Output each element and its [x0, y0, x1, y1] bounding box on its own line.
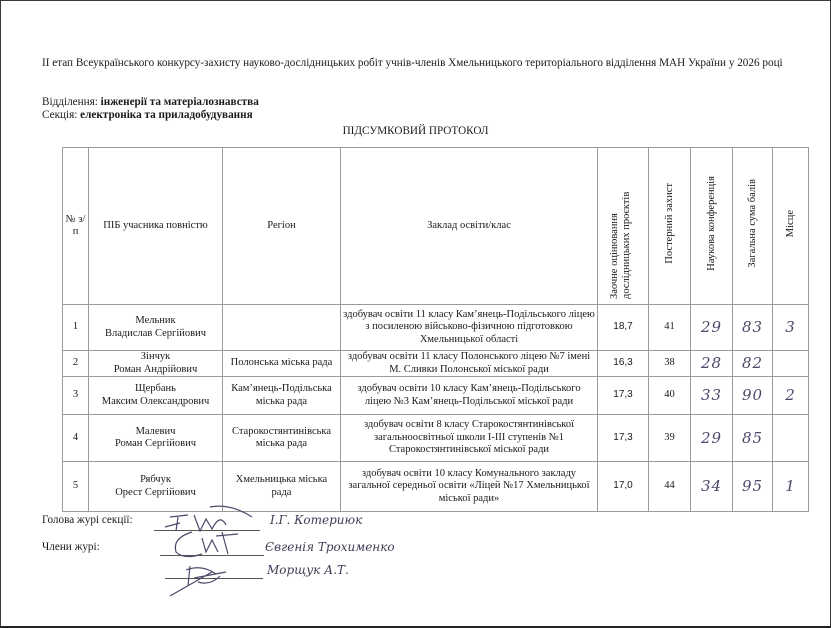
header-total — [733, 148, 773, 305]
conference-score: 28 — [691, 351, 733, 377]
poster-score: 44 — [649, 462, 691, 512]
conference-score: 34 — [691, 462, 733, 512]
school: здобувач освіти 11 класу Полонського ліцею №7 імені М. Сливки Полонської міської ради — [341, 351, 598, 377]
header-poster-text: Постерний захист — [663, 183, 675, 265]
participant-given-names: Роман Сергійович — [114, 438, 197, 449]
head-label: Голова журі секції: — [42, 514, 133, 526]
header-name: ПІБ учасника повністю — [89, 148, 223, 305]
remote-score: 17,3 — [598, 415, 649, 462]
member1-signature — [162, 528, 257, 562]
poster-score: 41 — [649, 305, 691, 351]
school: здобувач освіти 8 класу Старокостянтинівської загальноосвітньої школи І-ІІІ ступенів №1 Старокостянтинівської міської ради — [341, 415, 598, 462]
results-table — [62, 147, 809, 512]
conference-score: 29 — [691, 305, 733, 351]
header-poster — [649, 148, 691, 305]
header-school: Заклад освіти/клас — [341, 148, 598, 305]
header-place-text: Місце — [784, 210, 796, 238]
conference-score: 33 — [691, 377, 733, 415]
poster-score: 39 — [649, 415, 691, 462]
member2-name: Морщук А.Т. — [267, 563, 349, 577]
row-number: 1 — [63, 305, 89, 351]
row-number: 5 — [63, 462, 89, 512]
header-remote — [598, 148, 649, 305]
participant-surname: Щербань — [135, 383, 176, 395]
total-score: 83 — [733, 305, 773, 351]
section-line — [42, 109, 259, 122]
table-row — [63, 415, 809, 462]
department-block — [42, 96, 259, 121]
conference-score: 29 — [691, 415, 733, 462]
protocol-title: ПІДСУМКОВИЙ ПРОТОКОЛ — [342, 125, 489, 137]
table-row — [63, 462, 809, 512]
total-score: 95 — [733, 462, 773, 512]
section-value: електроніка та приладобудування — [80, 108, 253, 121]
poster-score: 40 — [649, 377, 691, 415]
table-row — [63, 351, 809, 377]
header-place — [773, 148, 809, 305]
place — [773, 415, 809, 462]
members-label: Члени журі: — [42, 541, 100, 553]
participant-name — [89, 415, 223, 462]
school: здобувач освіти 10 класу Комунального закладу загальної середньої освіти «Ліцей №17 Хмельницької міської ради» — [341, 462, 598, 512]
total-score: 85 — [733, 415, 773, 462]
header-conference — [691, 148, 733, 305]
row-number: 2 — [63, 351, 89, 377]
document-title: II етап Всеукраїнського конкурсу-захисту науково-дослідницьких робіт учнів-членів Хмельницького територіального відділення МАН України у 2026 році — [42, 57, 783, 69]
total-score: 82 — [733, 351, 773, 377]
place — [773, 351, 809, 377]
row-number: 4 — [63, 415, 89, 462]
department-line — [42, 96, 259, 109]
participant-name — [89, 462, 223, 512]
total-score: 90 — [733, 377, 773, 415]
region — [223, 305, 341, 351]
place: 3 — [773, 305, 809, 351]
row-number: 3 — [63, 377, 89, 415]
table-row — [63, 377, 809, 415]
header-conference-text: Наукова конференція — [705, 176, 717, 272]
participant-given-names: Орест Сергійович — [115, 486, 196, 498]
header-total-text: Загальна сума балів — [746, 179, 758, 269]
region: Полонська міська рада — [223, 351, 341, 377]
participant-surname: Мельник — [135, 315, 176, 327]
participant-given-names: Роман Андрійович — [113, 363, 198, 375]
member1-name: Євгенія Трохименко — [265, 540, 395, 554]
section-label: Секція: — [42, 108, 78, 121]
region: Кам’янець-Подільська міська рада — [223, 377, 341, 415]
school: здобувач освіти 10 класу Кам’янець-Подільського ліцею №3 Кам’янець-Подільської міської ради — [341, 377, 598, 415]
participant-surname: Рябчук — [140, 474, 171, 486]
region: Хмельницька міська рада — [223, 462, 341, 512]
header-number: № з/п — [63, 148, 89, 305]
participant-name — [89, 351, 223, 377]
place: 1 — [773, 462, 809, 512]
school: здобувач освіти 11 класу Кам’янець-Подільського ліцею з посиленою військово-фізичною підготовкою Хмельницької області — [341, 305, 598, 351]
header-region: Регіон — [223, 148, 341, 305]
head-name: І.Г. Котериюк — [270, 513, 363, 527]
participant-surname: Малевич — [135, 425, 176, 437]
remote-score: 18,7 — [598, 305, 649, 351]
place: 2 — [773, 377, 809, 415]
member2-signature — [150, 560, 250, 600]
participant-given-names: Максим Олександрович — [101, 395, 210, 407]
remote-score: 17,3 — [598, 377, 649, 415]
participant-name — [89, 377, 223, 415]
header-remote-text: Заочне оцінювання дослідницьких проєктів — [609, 191, 632, 299]
department-value: інженерії та матеріалознавства — [100, 96, 259, 108]
region: Старокостянтинівська міська рада — [223, 415, 341, 462]
participant-name — [89, 305, 223, 351]
participant-surname: Зінчук — [140, 351, 171, 363]
table-row — [63, 305, 809, 351]
remote-score: 16,3 — [598, 351, 649, 377]
participant-given-names: Владислав Сергійович — [104, 327, 206, 339]
department-label: Відділення: — [42, 96, 98, 108]
table-header-row — [63, 148, 809, 305]
poster-score: 38 — [649, 351, 691, 377]
remote-score: 17,0 — [598, 462, 649, 512]
